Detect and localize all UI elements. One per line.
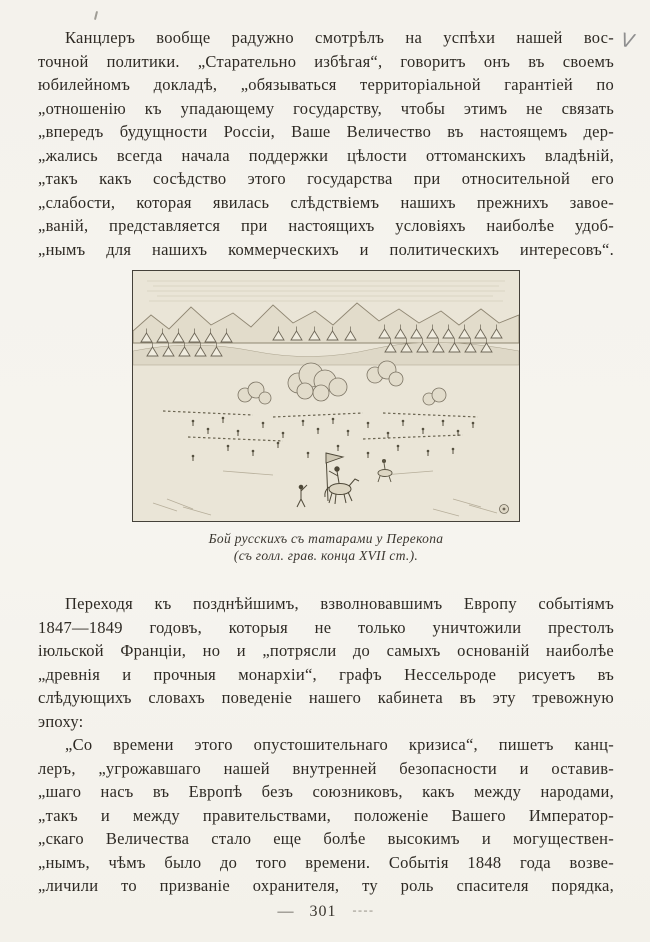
text-line: „жались всегда начала поддержки цѣлости оттоманскихъ владѣній, [38, 145, 614, 165]
text-line: 1847—1849 годовъ, которыя не только уничтожили престолъ [38, 617, 614, 637]
battle-engraving-image [132, 270, 520, 522]
footer-left-rule: — [277, 902, 294, 920]
text-line: „скаго Величества стало еще болѣе высокимъ и могуществен- [38, 829, 614, 848]
text-line: слѣдующихъ словахъ поведеніе нашего кабинета въ эту тревожную [38, 688, 614, 707]
text-line: эпоху: [38, 711, 84, 731]
engraving-figure [132, 270, 520, 564]
text-line: „личили то призваніе охранителя, ту роль спасителя порядка, [38, 876, 614, 895]
text-line: „нымъ, чѣмъ было до того времени. Событія 1848 года возве- [38, 852, 614, 872]
text-line: „древнія и прочныя монархіи“, графъ Нессельроде рисуетъ въ [38, 664, 614, 684]
text-line: „такъ какъ сосѣдство этого государства при относительной его [38, 169, 614, 188]
footer-right-rule: ---- [352, 902, 375, 917]
figure-caption-source: (съ голл. грав. конца XVII ст.). [233, 547, 419, 563]
text-line: „Со времени этого опустошительнаго кризиса“, пишетъ канц- [65, 735, 614, 754]
battle-engraving-illustration [133, 271, 519, 521]
text-line: Канцлеръ вообще радужно смотрѣлъ на успѣхи нашей вос- [65, 28, 614, 47]
figure-caption [132, 531, 520, 564]
text-line: леръ, „угрожавшаго нашей внутренней безопасности и оставив- [38, 758, 614, 778]
page-footer [38, 903, 614, 921]
text-line: іюльской Франціи, но и „потрясли до самыхъ основаній наиболѣе [38, 641, 614, 660]
text-line: „слабости, которая явилась слѣдствіемъ нашихъ прежнихъ завое- [38, 192, 614, 212]
figure-caption-title: Бой русскихъ съ татарами у Перекопа [208, 531, 444, 546]
text-line: юбилейномъ докладѣ, „обязываться территоріальной гарантіей по [38, 75, 614, 94]
text-line: „отношенію къ упадающему государству, чтобы этимъ не связать [38, 98, 614, 118]
paragraph-2 [38, 592, 614, 733]
pen-stroke-mark [94, 11, 98, 20]
paragraph-1 [38, 26, 614, 261]
page-number: 301 [309, 902, 337, 920]
text-line: „ваній, представляется при настоящихъ условіяхъ наиболѣе удоб- [38, 216, 614, 235]
handwritten-checkmark: V [619, 29, 636, 53]
text-line: Переходя къ позднѣйшимъ, взволновавшимъ Европу событіямъ [65, 594, 614, 613]
engraver-monogram [500, 505, 509, 514]
paragraph-3 [38, 733, 614, 898]
text-line: „нымъ для нашихъ коммерческихъ и политическихъ интересовъ“. [38, 239, 614, 259]
text-line: „впередъ будущности Россіи, Ваше Величество въ настоящемъ дер- [38, 122, 614, 141]
text-line: „шаго насъ въ Европѣ безъ союзниковъ, какъ между народами, [38, 782, 614, 801]
text-line: „такъ и между правительствами, положеніе Вашего Император- [38, 805, 614, 825]
text-line: точной политики. „Старательно избѣгая“, говоритъ онъ въ своемъ [38, 51, 614, 71]
